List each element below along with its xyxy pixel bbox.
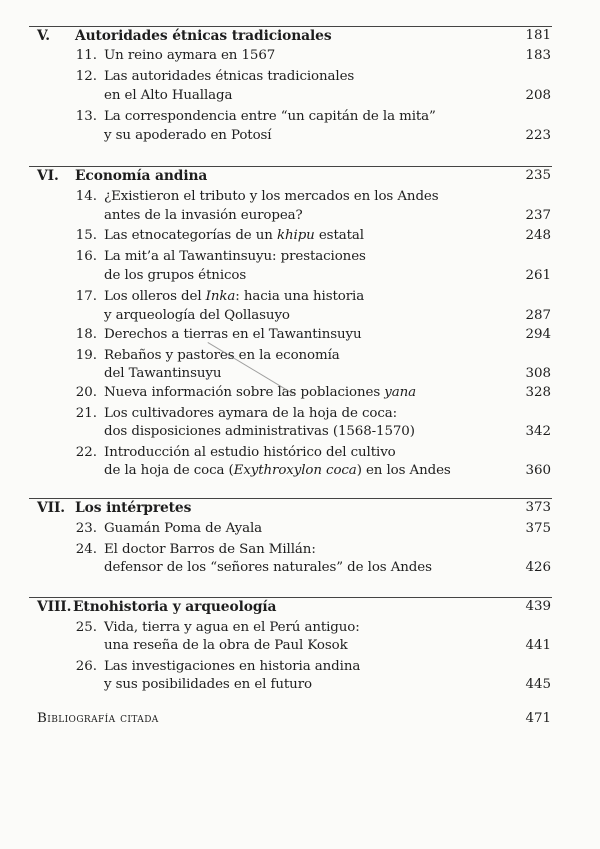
entry-title-line[interactable] (104, 108, 436, 126)
entry-number: 15. (75, 228, 97, 243)
entry-page: 261 (525, 268, 551, 283)
entry-page: 375 (525, 521, 551, 536)
entry-number: 20. (75, 385, 97, 400)
entry-title-line[interactable] (104, 676, 312, 694)
section-title[interactable]: Economía andina (75, 168, 208, 184)
entry-number: 26. (75, 659, 97, 674)
text-segment: Nueva información sobre las poblaciones (104, 385, 385, 400)
text-segment: dos disposiciones administrativas (1568-1570) (104, 424, 415, 439)
entry-number: 13. (75, 109, 97, 124)
text-segment: estatal (314, 228, 364, 243)
text-segment: una reseña de la obra de Paul Kosok (104, 638, 348, 653)
entry-number: 12. (75, 69, 97, 84)
entry-title-line[interactable] (104, 365, 221, 383)
entry-title-line[interactable] (104, 267, 246, 285)
text-segment: de los grupos étnicos (104, 268, 247, 283)
section-page: 235 (525, 168, 551, 183)
text-segment: Las autoridades étnicas tradicionales (104, 69, 355, 84)
entry-page: 183 (525, 48, 551, 63)
entry-title-line[interactable] (104, 444, 396, 462)
entry-number: 21. (75, 406, 97, 421)
entry-page: 287 (525, 308, 551, 323)
text-segment: y arqueología del Qollasuyo (104, 308, 290, 323)
entry-page: 248 (525, 228, 551, 243)
text-segment: : hacia una historia (235, 289, 365, 304)
text-segment: del Tawantinsuyu (104, 366, 222, 381)
entry-title-line[interactable] (104, 637, 348, 655)
entry-number: 22. (75, 445, 97, 460)
section-title[interactable]: Autoridades étnicas tradicionales (75, 28, 332, 44)
text-segment: defensor de los “señores naturales” de los Andes (104, 560, 432, 575)
entry-page: 445 (525, 677, 551, 692)
entry-number: 19. (75, 348, 97, 363)
entry-title-line[interactable] (104, 47, 275, 65)
section-numeral: VIII. (37, 599, 72, 615)
text-segment: Introducción al estudio histórico del cultivo (104, 445, 396, 460)
text-segment: y su apoderado en Potosí (104, 128, 272, 143)
entry-title-line[interactable] (104, 326, 362, 344)
section-page: 439 (525, 599, 551, 614)
entry-title-line[interactable] (104, 68, 354, 86)
entry-title-line[interactable] (104, 188, 439, 206)
italic-term: khipu (276, 228, 315, 243)
text-segment: Un reino aymara en 1567 (104, 48, 276, 63)
entry-number: 14. (75, 189, 97, 204)
entry-title-line[interactable] (104, 87, 232, 105)
text-segment: La correspondencia entre “un capitán de la mita” (104, 109, 436, 124)
entry-number: 25. (75, 620, 97, 635)
text-segment: Rebaños y pastores en la economía (104, 348, 340, 363)
text-segment: Los olleros del (104, 289, 206, 304)
entry-title-line[interactable] (104, 248, 366, 266)
entry-title-line[interactable] (104, 384, 416, 402)
section-numeral: VII. (37, 500, 66, 516)
text-segment: y sus posibilidades en el futuro (104, 677, 312, 692)
text-segment: antes de la invasión europea? (104, 208, 303, 223)
text-segment: La mit’a al Tawantinsuyu: prestaciones (104, 249, 366, 264)
entry-title-line[interactable] (104, 462, 451, 480)
section-page: 373 (525, 500, 551, 515)
bibliography-title[interactable]: Bibliografía citada (37, 711, 159, 726)
italic-term: Exythroxylon coca (233, 463, 357, 478)
entry-title-line[interactable] (104, 288, 364, 306)
entry-page: 294 (525, 327, 551, 342)
section-numeral: V. (37, 28, 50, 44)
italic-term: Inka (205, 289, 236, 304)
entry-page: 441 (525, 638, 551, 653)
entry-number: 18. (75, 327, 97, 342)
entry-page: 360 (525, 463, 551, 478)
entry-title-line[interactable] (104, 227, 364, 245)
entry-page: 426 (525, 560, 551, 575)
entry-number: 16. (75, 249, 97, 264)
text-segment: Vida, tierra y agua en el Perú antiguo: (104, 620, 360, 635)
entry-page: 328 (525, 385, 551, 400)
entry-page: 342 (525, 424, 551, 439)
text-segment: de la hoja de coca ( (104, 463, 234, 478)
entry-title-line[interactable] (104, 520, 262, 538)
entry-title-line[interactable] (104, 423, 415, 441)
entry-number: 17. (75, 289, 97, 304)
text-segment: El doctor Barros de San Millán: (104, 542, 316, 557)
text-segment: Guamán Poma de Ayala (104, 521, 263, 536)
italic-term: yana (384, 385, 417, 400)
entry-page: 208 (525, 88, 551, 103)
entry-number: 23. (75, 521, 97, 536)
entry-title-line[interactable] (104, 559, 432, 577)
text-segment: Derechos a tierras en el Tawantinsuyu (104, 327, 362, 342)
entry-title-line[interactable] (104, 307, 290, 325)
text-segment: Las etnocategorías de un (104, 228, 277, 243)
entry-page: 237 (525, 208, 551, 223)
entry-page: 308 (525, 366, 551, 381)
section-numeral: VI. (37, 168, 59, 184)
section-page: 181 (525, 28, 551, 43)
text-segment: ) en los Andes (356, 463, 451, 478)
entry-title-line[interactable] (104, 405, 397, 423)
section-title[interactable]: Etnohistoria y arqueología (73, 599, 277, 615)
text-segment: Los cultivadores aymara de la hoja de coca: (104, 406, 398, 421)
text-segment: Las investigaciones en historia andina (104, 659, 361, 674)
text-segment: ¿Existieron el tributo y los mercados en los Andes (104, 189, 439, 204)
entry-number: 11. (75, 48, 97, 63)
entry-title-line[interactable] (104, 541, 316, 559)
bibliography-page: 471 (525, 711, 551, 726)
entry-title-line[interactable] (104, 619, 360, 637)
entry-title-line[interactable] (104, 127, 272, 145)
section-title[interactable]: Los intérpretes (75, 500, 192, 516)
entry-number: 24. (75, 542, 97, 557)
entry-title-line[interactable] (104, 207, 303, 225)
entry-page: 223 (525, 128, 551, 143)
text-segment: en el Alto Huallaga (104, 88, 233, 103)
entry-title-line[interactable] (104, 658, 360, 676)
